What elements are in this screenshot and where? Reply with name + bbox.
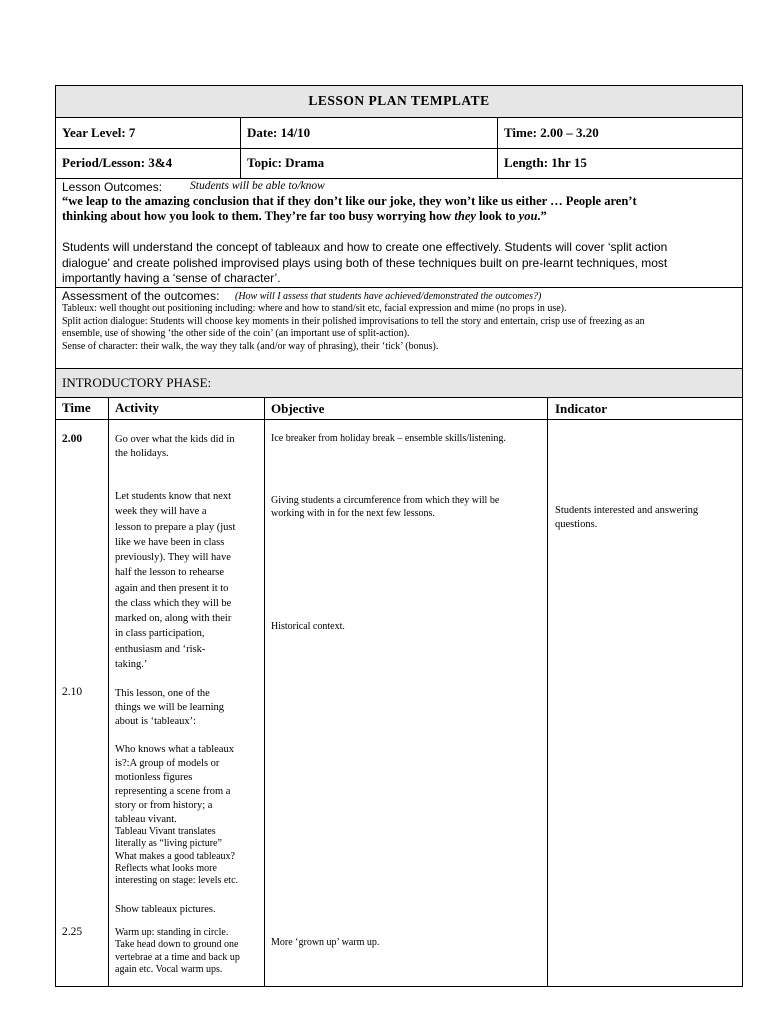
activity-line: Take head down to ground one	[115, 939, 239, 951]
outcomes-body-line: importantly having a ‘sense of character’.	[62, 271, 281, 285]
activity-line: This lesson, one of the	[115, 688, 210, 699]
activity-line: motionless figures	[115, 772, 193, 783]
indicator-cell: questions.	[555, 519, 598, 530]
outcomes-quote-line-1: “we leap to the amazing conclusion that if they don’t like our joke, they won’t like us either … People aren’t	[62, 194, 637, 208]
activity-line: about is ‘tableaux’:	[115, 716, 197, 727]
time-cell: 2.10	[62, 686, 83, 698]
row-divider	[55, 117, 743, 118]
outcomes-note: Students will be able to/know	[190, 180, 325, 192]
topic: Topic: Drama	[247, 155, 325, 170]
row-divider	[55, 178, 743, 179]
outcomes-body-line: Students will understand the concept of tableaux and how to create one effectively. Students will cover ‘split action	[62, 240, 668, 254]
activity-block	[115, 927, 240, 976]
row-divider	[55, 419, 743, 420]
date: Date: 14/10	[247, 125, 311, 140]
assessment-line: ensemble, use of showing ‘the other side of the coin’ (an important use of split-action).	[62, 328, 410, 339]
outcomes-body-line: dialogue’ and create polished improvised plays using both of these techniques built on pre-learnt techniques, most	[62, 256, 668, 270]
activity-line: Who knows what a tableaux	[115, 744, 234, 755]
col-divider	[264, 397, 265, 987]
year-level: Year Level: 7	[62, 125, 136, 140]
quote-text: .”	[537, 209, 547, 223]
activity-line: again and then present it to	[115, 582, 229, 594]
activity-block	[115, 433, 235, 461]
activity-line: in class participation,	[115, 628, 205, 640]
quote-emphasis: you	[518, 209, 538, 223]
activity-line: Show tableaux pictures.	[115, 904, 216, 915]
time: Time: 2.00 – 3.20	[504, 125, 599, 140]
objective-cell: working with in for the next few lessons.	[271, 508, 435, 519]
quote-text: thinking about how you look to them. They’re far too busy worrying how	[62, 209, 455, 223]
assessment-note: (How will I assess that students have achieved/demonstrated the outcomes?)	[235, 291, 542, 302]
activity-line: literally as “living picture”	[115, 838, 222, 850]
table-border-left	[55, 85, 56, 987]
col-divider	[108, 397, 109, 987]
activity-line: things we will be learning	[115, 702, 225, 713]
quote-text: look to	[475, 209, 519, 223]
activity-block	[115, 687, 224, 729]
row-divider	[55, 397, 743, 398]
activity-line: lesson to prepare a play (just	[115, 521, 236, 533]
activity-line: Reflects what looks more	[115, 862, 217, 874]
activity-line: marked on, along with their	[115, 613, 232, 624]
activity-line: What makes a good tableaux?	[115, 850, 235, 862]
activity-line: week they will have a	[115, 506, 207, 518]
activity-line: half the lesson to rehearse	[115, 567, 225, 579]
objective-cell: Historical context.	[271, 621, 345, 632]
activity-line: is?:A group of models or	[115, 758, 220, 769]
row-divider	[55, 287, 743, 288]
time-cell: 2.25	[62, 926, 83, 938]
assessment-line: Sense of character: their walk, the way they talk (and/or way of phrasing), their ‘tick’ (bonus).	[62, 341, 439, 352]
activity-line: taking.’	[115, 658, 148, 670]
row-divider	[55, 148, 743, 149]
activity-block	[115, 826, 238, 887]
activity-line: Tableau Vivant translates	[115, 826, 216, 837]
activity-line: representing a scene from a	[115, 786, 231, 797]
col-header-objective: Objective	[271, 401, 325, 416]
activity-line: the class which they will be	[115, 597, 232, 609]
quote-emphasis: they	[454, 209, 476, 223]
table-border-right	[742, 85, 743, 987]
outcomes-quote-line-2	[62, 209, 547, 224]
activity-block	[115, 903, 216, 917]
assessment-line: Split action dialogue: Students will choose key moments in their polished improvisations to tell the story and entertain, crisp use of freezing as an	[62, 316, 645, 327]
activity-block	[115, 489, 235, 672]
col-header-time: Time	[62, 400, 91, 415]
col-divider	[497, 117, 498, 179]
activity-line: previously). They will have	[115, 552, 231, 563]
objective-cell: Giving students a circumference from which they will be	[271, 495, 500, 506]
col-header-indicator: Indicator	[555, 401, 607, 416]
length: Length: 1hr 15	[504, 155, 587, 170]
activity-line: story or from history; a	[115, 800, 213, 811]
col-divider	[240, 117, 241, 179]
col-header-activity: Activity	[115, 400, 160, 415]
activity-line: vertebrae at a time and back up	[115, 951, 240, 963]
page-title: LESSON PLAN TEMPLATE	[308, 93, 490, 108]
activity-line: enthusiasm and ‘risk-	[115, 643, 206, 655]
outcomes-label: Lesson Outcomes:	[62, 180, 163, 194]
col-divider	[547, 397, 548, 987]
objective-cell: Ice breaker from holiday break – ensemble skills/listening.	[271, 433, 506, 444]
activity-line: interesting on stage: levels etc.	[115, 875, 239, 887]
objective-cell: More ‘grown up’ warm up.	[271, 937, 380, 948]
table-border-bottom	[55, 986, 743, 987]
activity-line: tableau vivant.	[115, 814, 177, 825]
assessment-label: Assessment of the outcomes:	[62, 289, 220, 303]
assessment-line: Tableux: well thought out positioning including: where and how to stand/sit etc, facial expression and mime (no props in use).	[62, 303, 567, 314]
activity-block	[115, 743, 234, 827]
period-lesson: Period/Lesson: 3&4	[62, 155, 173, 170]
activity-line: Go over what the kids did in	[115, 434, 235, 445]
indicator-cell: Students interested and answering	[555, 505, 699, 516]
intro-heading: INTRODUCTORY PHASE:	[62, 375, 212, 390]
time-cell: 2.00	[62, 433, 83, 445]
activity-line: the holidays.	[115, 448, 169, 459]
activity-line: Warm up: standing in circle.	[115, 927, 229, 938]
activity-line: Let students know that next	[115, 491, 232, 502]
activity-line: like we have been in class	[115, 536, 225, 548]
activity-line: again etc. Vocal warm ups.	[115, 963, 223, 975]
